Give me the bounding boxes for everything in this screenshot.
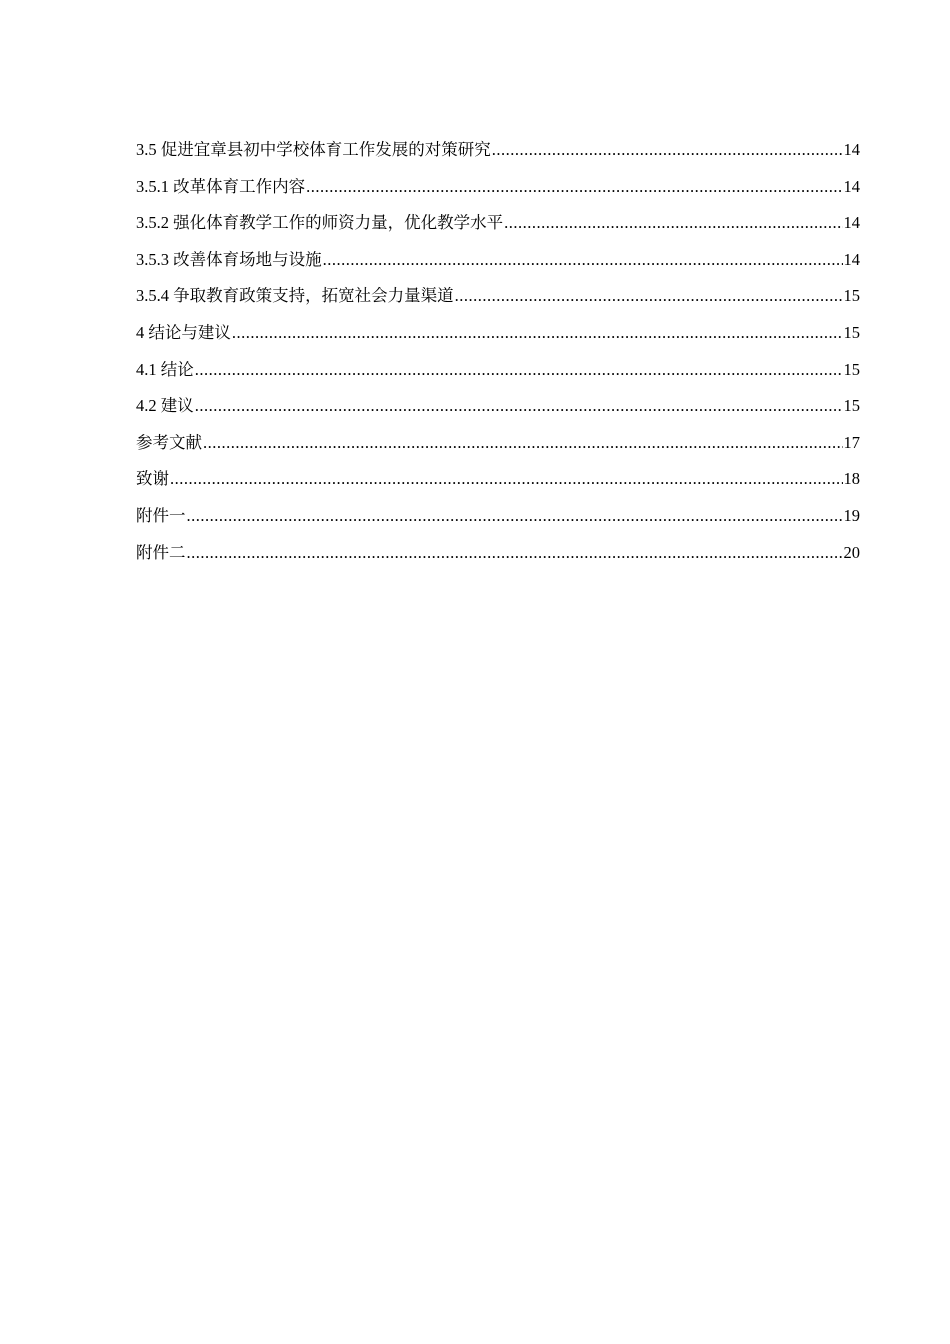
toc-dot-leader <box>492 138 843 162</box>
toc-dot-leader <box>306 175 842 199</box>
toc-entry-title: 致谢 <box>136 469 169 489</box>
toc-entry-title: 附件二 <box>136 542 186 562</box>
toc-entry-title: 3.5 促进宜章县初中学校体育工作发展的对策研究 <box>136 140 491 159</box>
toc-entry-page: 14 <box>843 140 860 159</box>
toc-entry[interactable] <box>136 248 860 285</box>
toc-entry-title: 4.2 建议 <box>136 396 194 416</box>
toc-entry[interactable] <box>136 138 860 175</box>
toc-entry-title: 3.5.4 争取教育政策支持，拓宽社会力量渠道 <box>136 286 454 306</box>
toc-dot-leader <box>187 504 843 528</box>
toc-dot-leader <box>195 358 843 382</box>
toc-dot-leader <box>232 321 843 345</box>
toc-entry-title: 3.5.2 强化体育教学工作的师资力量，优化教学水平 <box>136 213 504 233</box>
toc-entry-title: 参考文献 <box>136 432 202 452</box>
toc-entry-page: 14 <box>843 176 860 196</box>
toc-dot-leader <box>203 431 843 455</box>
toc-entry[interactable] <box>136 284 860 321</box>
toc-entry-title: 4 结论与建议 <box>136 322 231 342</box>
toc-entry-page: 20 <box>843 542 860 562</box>
toc-entry-title: 附件一 <box>136 505 186 525</box>
toc-dot-leader <box>195 394 843 418</box>
toc-entry-title: 3.5.3 改善体育场地与设施 <box>136 249 322 269</box>
toc-entry[interactable] <box>136 431 860 468</box>
toc-entry[interactable] <box>136 358 860 395</box>
toc-entry[interactable] <box>136 211 860 248</box>
toc-entry-page: 15 <box>843 286 860 306</box>
toc-entry[interactable] <box>136 467 860 504</box>
toc-entry-page: 15 <box>843 322 860 342</box>
toc-dot-leader <box>170 467 843 491</box>
toc-entry[interactable] <box>136 504 860 541</box>
toc-entry[interactable] <box>136 175 860 212</box>
toc-dot-leader <box>504 211 842 235</box>
toc-entry-title: 4.1 结论 <box>136 359 194 379</box>
toc-entry-page: 15 <box>843 396 860 416</box>
toc-dot-leader <box>455 284 843 308</box>
toc-entry-page: 14 <box>843 213 860 233</box>
toc-entry[interactable] <box>136 321 860 358</box>
toc-entry-page: 18 <box>843 469 860 489</box>
toc-entry-page: 17 <box>843 432 860 452</box>
toc-dot-leader <box>323 248 843 272</box>
toc-entry-page: 19 <box>843 505 860 525</box>
toc-entry[interactable] <box>136 541 860 578</box>
toc-entry-title: 3.5.1 改革体育工作内容 <box>136 176 306 196</box>
toc-dot-leader <box>187 541 843 565</box>
toc-entry-page: 14 <box>843 249 860 269</box>
toc-entry-page: 15 <box>843 359 860 379</box>
toc-entry[interactable] <box>136 394 860 431</box>
table-of-contents <box>136 138 860 577</box>
